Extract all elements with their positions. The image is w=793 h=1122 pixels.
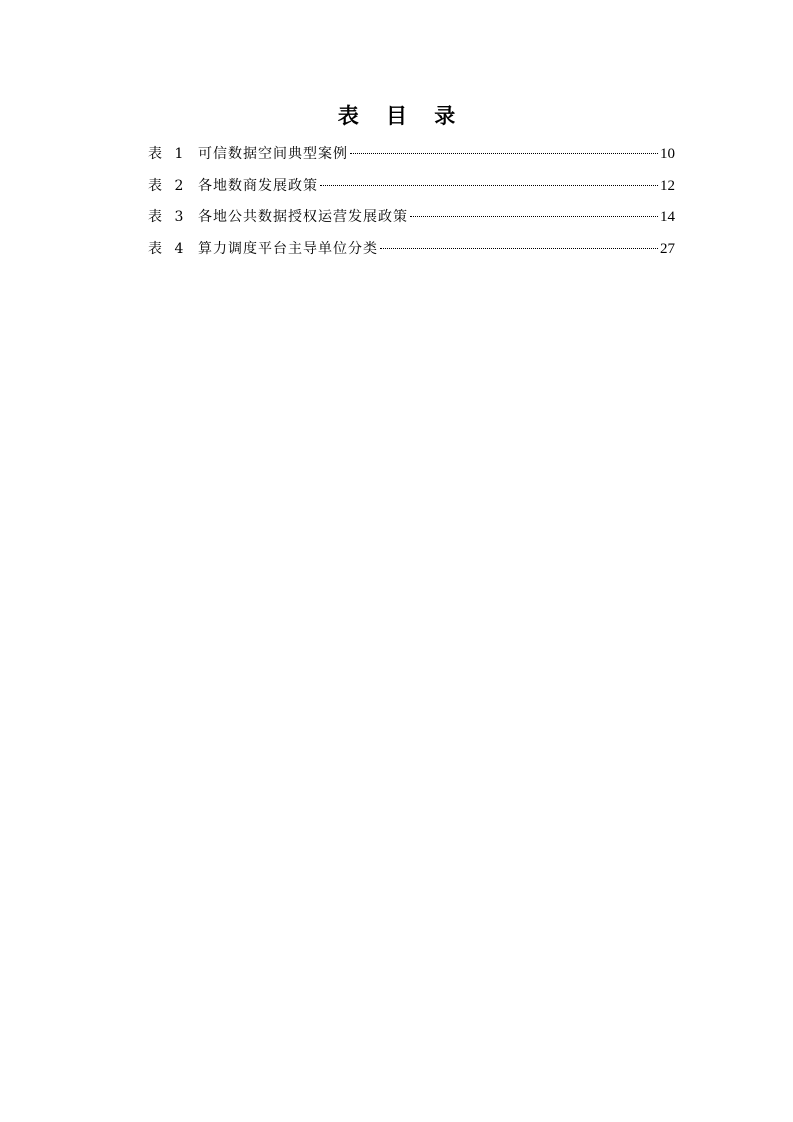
toc-entry[interactable]: [148, 205, 675, 237]
page-title: 表 目 录: [337, 104, 466, 128]
toc-entry-label: 表 3: [148, 209, 188, 225]
toc-entry-page: 10: [660, 146, 675, 162]
toc-entry-label: 表 4: [148, 240, 188, 257]
dot-leader: [350, 153, 658, 154]
dot-leader: [380, 248, 658, 249]
toc-entry-page: 12: [660, 177, 675, 194]
toc-entry-page: 14: [660, 209, 675, 225]
toc-entry[interactable]: [148, 237, 675, 269]
toc-entry-title: 算力调度平台主导单位分类: [198, 240, 378, 257]
toc-entry[interactable]: [148, 174, 675, 206]
dot-leader: [320, 185, 658, 186]
toc-entry-title: 可信数据空间典型案例: [198, 146, 348, 162]
toc-entry-title: 各地数商发展政策: [198, 177, 318, 194]
dot-leader: [410, 216, 658, 217]
toc-entry-label: 表 2: [148, 177, 188, 194]
toc-entry-page: 27: [660, 240, 675, 257]
toc-entry-label: 表 1: [148, 146, 188, 162]
table-of-contents: [148, 142, 675, 268]
toc-entry-title: 各地公共数据授权运营发展政策: [198, 209, 408, 225]
toc-entry[interactable]: [148, 142, 675, 174]
